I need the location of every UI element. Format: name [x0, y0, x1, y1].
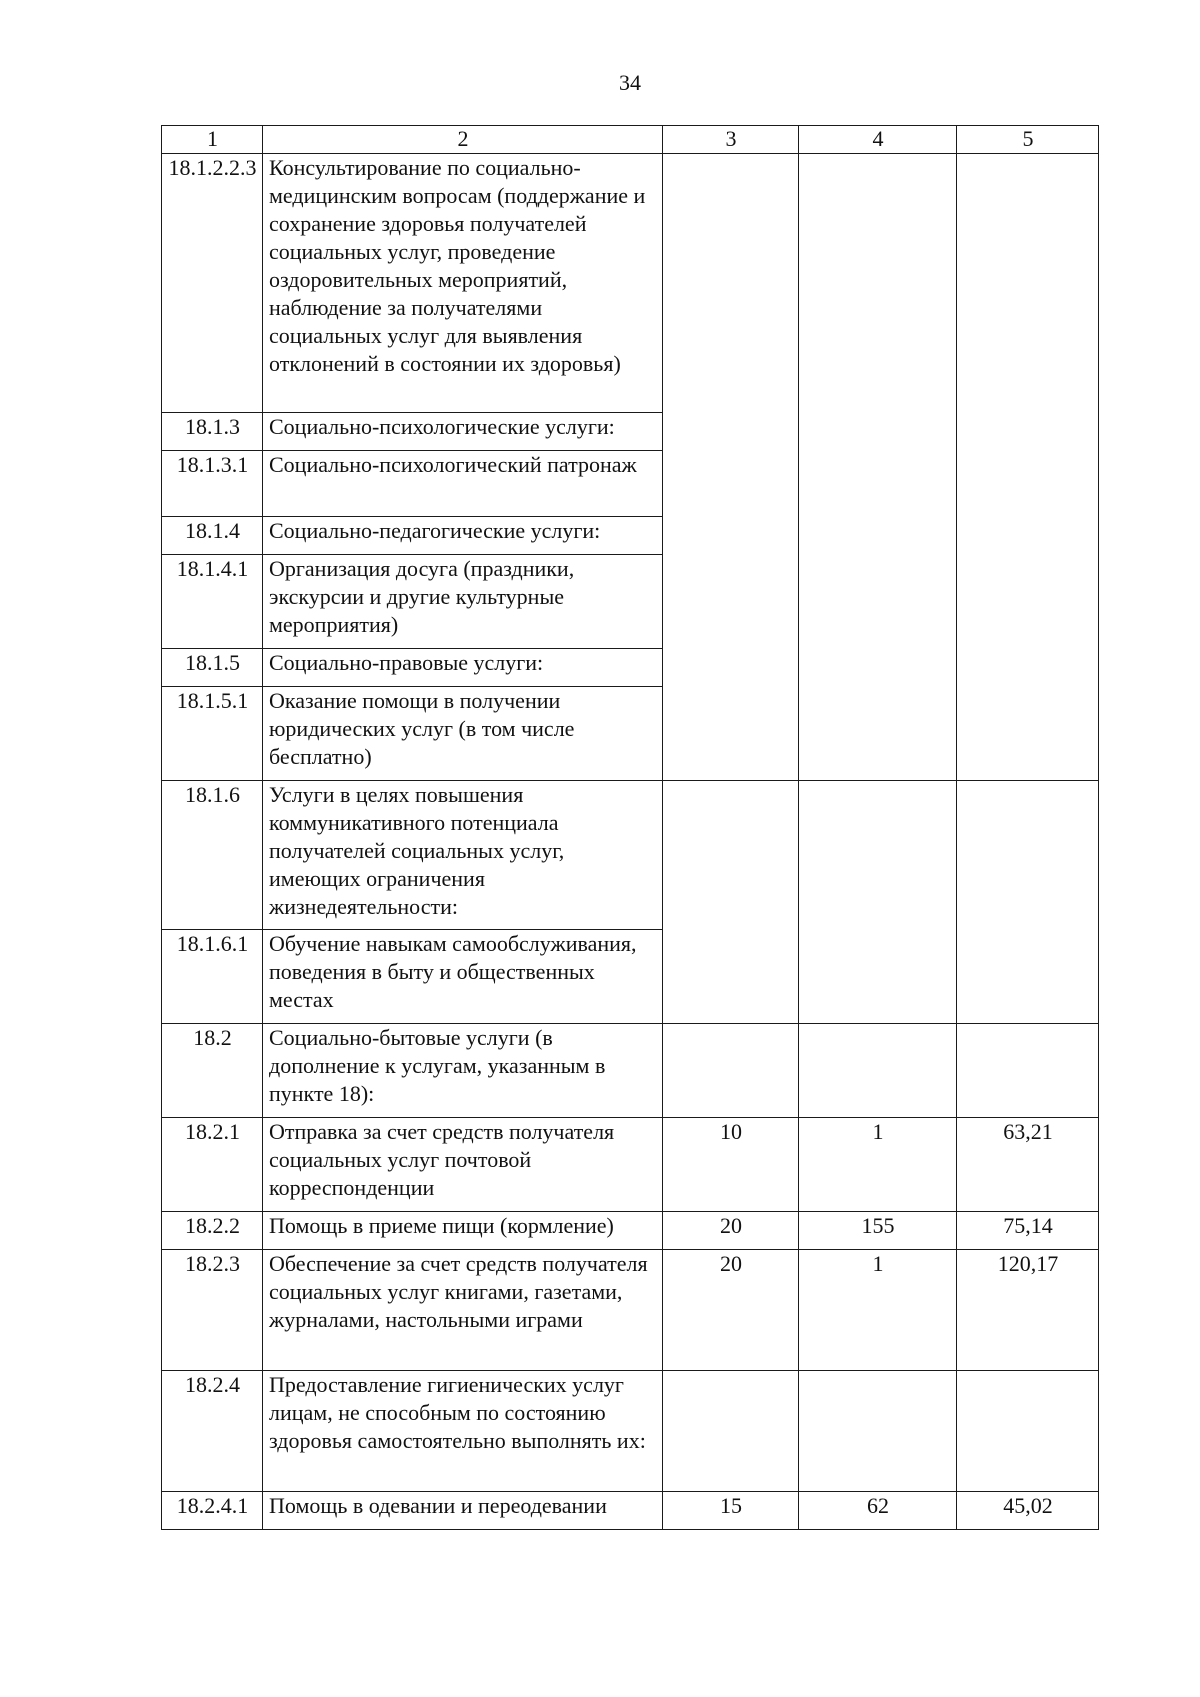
row-col3: 20	[663, 1250, 799, 1371]
row-code: 18.1.3.1	[162, 451, 263, 517]
table-row	[162, 1212, 1099, 1250]
table-header-row	[162, 126, 1099, 154]
row-col3	[663, 154, 799, 781]
row-code: 18.1.6.1	[162, 930, 263, 1024]
row-code: 18.2.2	[162, 1212, 263, 1250]
column-header-3: 3	[663, 126, 799, 154]
row-col5: 63,21	[957, 1118, 1099, 1212]
row-code: 18.1.4.1	[162, 555, 263, 649]
row-description: Социально-педагогические услуги:	[263, 517, 663, 555]
row-col4	[799, 1371, 957, 1492]
row-col5	[957, 154, 1099, 781]
table-row	[162, 1024, 1099, 1118]
row-col3: 15	[663, 1492, 799, 1530]
row-description: Услуги в целях повышения коммуникативного потенциала получателей социальных услуг, имеющих ограничения жизнедеятельности:	[263, 781, 663, 930]
page-number: 34	[619, 70, 641, 95]
row-col3	[663, 1024, 799, 1118]
row-col3: 20	[663, 1212, 799, 1250]
row-description: Социально-психологический патронаж	[263, 451, 663, 517]
row-code: 18.1.4	[162, 517, 263, 555]
row-code: 18.2.4.1	[162, 1492, 263, 1530]
row-col5	[957, 781, 1099, 1024]
row-description: Обеспечение за счет средств получателя социальных услуг книгами, газетами, журналами, настольными играми	[263, 1250, 663, 1371]
row-description: Оказание помощи в получении юридических услуг (в том числе бесплатно)	[263, 687, 663, 781]
row-description: Консультирование по социально-медицинским вопросам (поддержание и сохранение здоровья получателей социальных услуг, проведение оздоровительных мероприятий, наблюдение за получателями социальных услуг для выявления отклонений в состоянии их здоровья)	[263, 154, 663, 413]
row-col5: 120,17	[957, 1250, 1099, 1371]
row-col4: 155	[799, 1212, 957, 1250]
services-table	[161, 125, 1099, 1530]
row-col5: 45,02	[957, 1492, 1099, 1530]
row-description: Обучение навыкам самообслуживания, поведения в быту и общественных местах	[263, 930, 663, 1024]
row-code: 18.2.1	[162, 1118, 263, 1212]
row-description: Помощь в приеме пищи (кормление)	[263, 1212, 663, 1250]
table-row	[162, 154, 1099, 413]
table-row	[162, 781, 1099, 930]
row-code: 18.1.3	[162, 413, 263, 451]
row-col5: 75,14	[957, 1212, 1099, 1250]
row-col5	[957, 1024, 1099, 1118]
row-code: 18.1.6	[162, 781, 263, 930]
row-code: 18.2.3	[162, 1250, 263, 1371]
row-description: Социально-правовые услуги:	[263, 649, 663, 687]
row-description: Помощь в одевании и переодевании	[263, 1492, 663, 1530]
row-col5	[957, 1371, 1099, 1492]
row-code: 18.1.2.2.3	[162, 154, 263, 413]
row-description: Социально-бытовые услуги (в дополнение к услугам, указанным в пункте 18):	[263, 1024, 663, 1118]
column-header-2: 2	[263, 126, 663, 154]
column-header-1: 1	[162, 126, 263, 154]
row-code: 18.1.5	[162, 649, 263, 687]
row-description: Организация досуга (праздники, экскурсии и другие культурные мероприятия)	[263, 555, 663, 649]
column-header-5: 5	[957, 126, 1099, 154]
table-row	[162, 1492, 1099, 1530]
row-col3	[663, 1371, 799, 1492]
row-description: Предоставление гигиенических услуг лицам, не способным по состоянию здоровья самостоятельно выполнять их:	[263, 1371, 663, 1492]
row-col4: 1	[799, 1250, 957, 1371]
row-description: Социально-психологические услуги:	[263, 413, 663, 451]
row-col4	[799, 781, 957, 1024]
row-code: 18.1.5.1	[162, 687, 263, 781]
row-col3	[663, 781, 799, 1024]
table-row	[162, 1250, 1099, 1371]
row-col4	[799, 154, 957, 781]
row-col4	[799, 1024, 957, 1118]
row-col4: 62	[799, 1492, 957, 1530]
column-header-4: 4	[799, 126, 957, 154]
row-col3: 10	[663, 1118, 799, 1212]
row-code: 18.2	[162, 1024, 263, 1118]
row-description: Отправка за счет средств получателя социальных услуг почтовой корреспонденции	[263, 1118, 663, 1212]
table-row	[162, 1118, 1099, 1212]
table-row	[162, 1371, 1099, 1492]
row-code: 18.2.4	[162, 1371, 263, 1492]
row-col4: 1	[799, 1118, 957, 1212]
